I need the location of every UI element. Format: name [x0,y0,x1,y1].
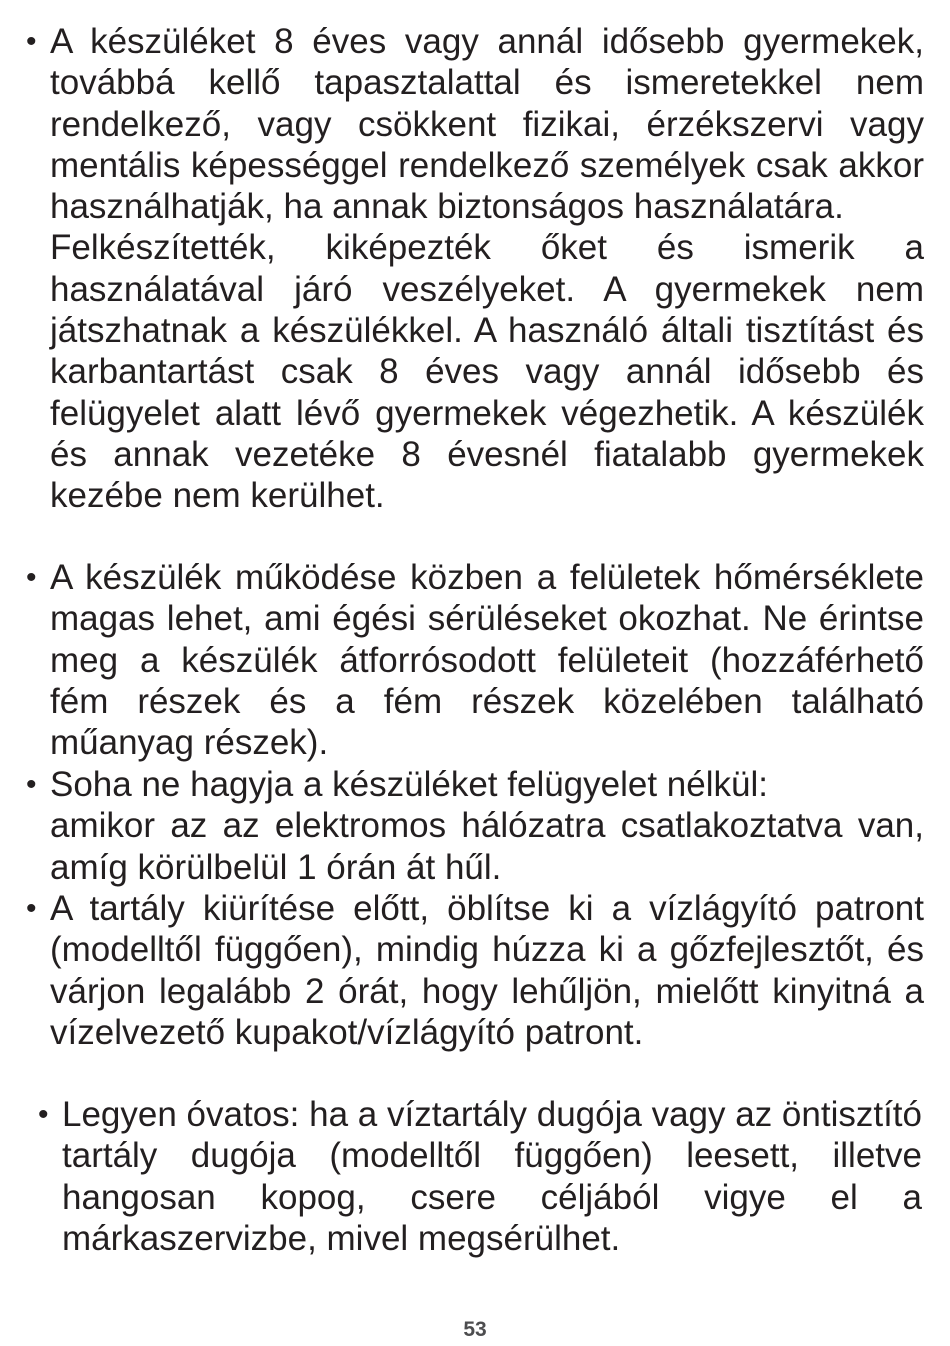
bullet-marker: • [26,561,37,594]
paragraph: A készülék működése közben a felületek hőmérséklete magas lehet, ami égési sérüléseket okozhat. Ne érintse meg a készülék átforrósodott felületeit (hozzáférhető fém részek és a fém részek közelében található műanyag részek). [50,558,924,763]
list-item [38,1094,922,1259]
bullet-marker: • [26,768,37,801]
paragraph: Felkészítették, kiképezték őket és ismerik a használatával járó veszélyeket. A gyermekek nem játszhatnak a készülékkel. A használó általi tisztítást és karbantartást csak 8 éves vagy annál idősebb és felügyelet alatt lévő gyermekek végezhetik. A készülék és annak vezetéke 8 évesnél fiatalabb gyermekek kezébe nem kerülhet. [50,228,924,516]
paragraph: A készüléket 8 éves vagy annál idősebb gyermekek, továbbá kellő tapasztalattal és ismeretekkel nem rendelkező, vagy csökkent fizikai, érzékszervi vagy mentális képességgel rendelkező személyek csak akkor használhatják, ha annak biztonságos használatára. [50,22,924,227]
list-item [26,764,924,888]
bullet-marker: • [26,25,37,58]
paragraph: A tartály kiürítése előtt, öblítse ki a vízlágyító patront (modelltől függően), mindig húzza ki a gőzfejlesztőt, és várjon legalább 2 órát, hogy lehűljön, mielőtt kinyitná a vízelvezető kupakot/vízlágyító patront. [50,889,924,1052]
list-item [26,21,924,517]
page-number: 53 [463,1318,487,1341]
paragraph: Soha ne hagyja a készüléket felügyelet nélkül: [50,765,768,804]
paragraph: Legyen óvatos: ha a víztartály dugója vagy az öntisztító tartály dugója (modelltől függően) leesett, illetve hangosan kopog, csere céljából vigye el a márkaszervizbe, mivel megsérülhet. [62,1095,922,1258]
paragraph: amikor az az elektromos hálózatra csatlakoztatva van, amíg körülbelül 1 órán át hűl. [50,806,924,887]
list-item [26,888,924,1053]
bullet-marker: • [26,892,37,925]
list-item [26,557,924,763]
bullet-marker: • [38,1098,49,1131]
